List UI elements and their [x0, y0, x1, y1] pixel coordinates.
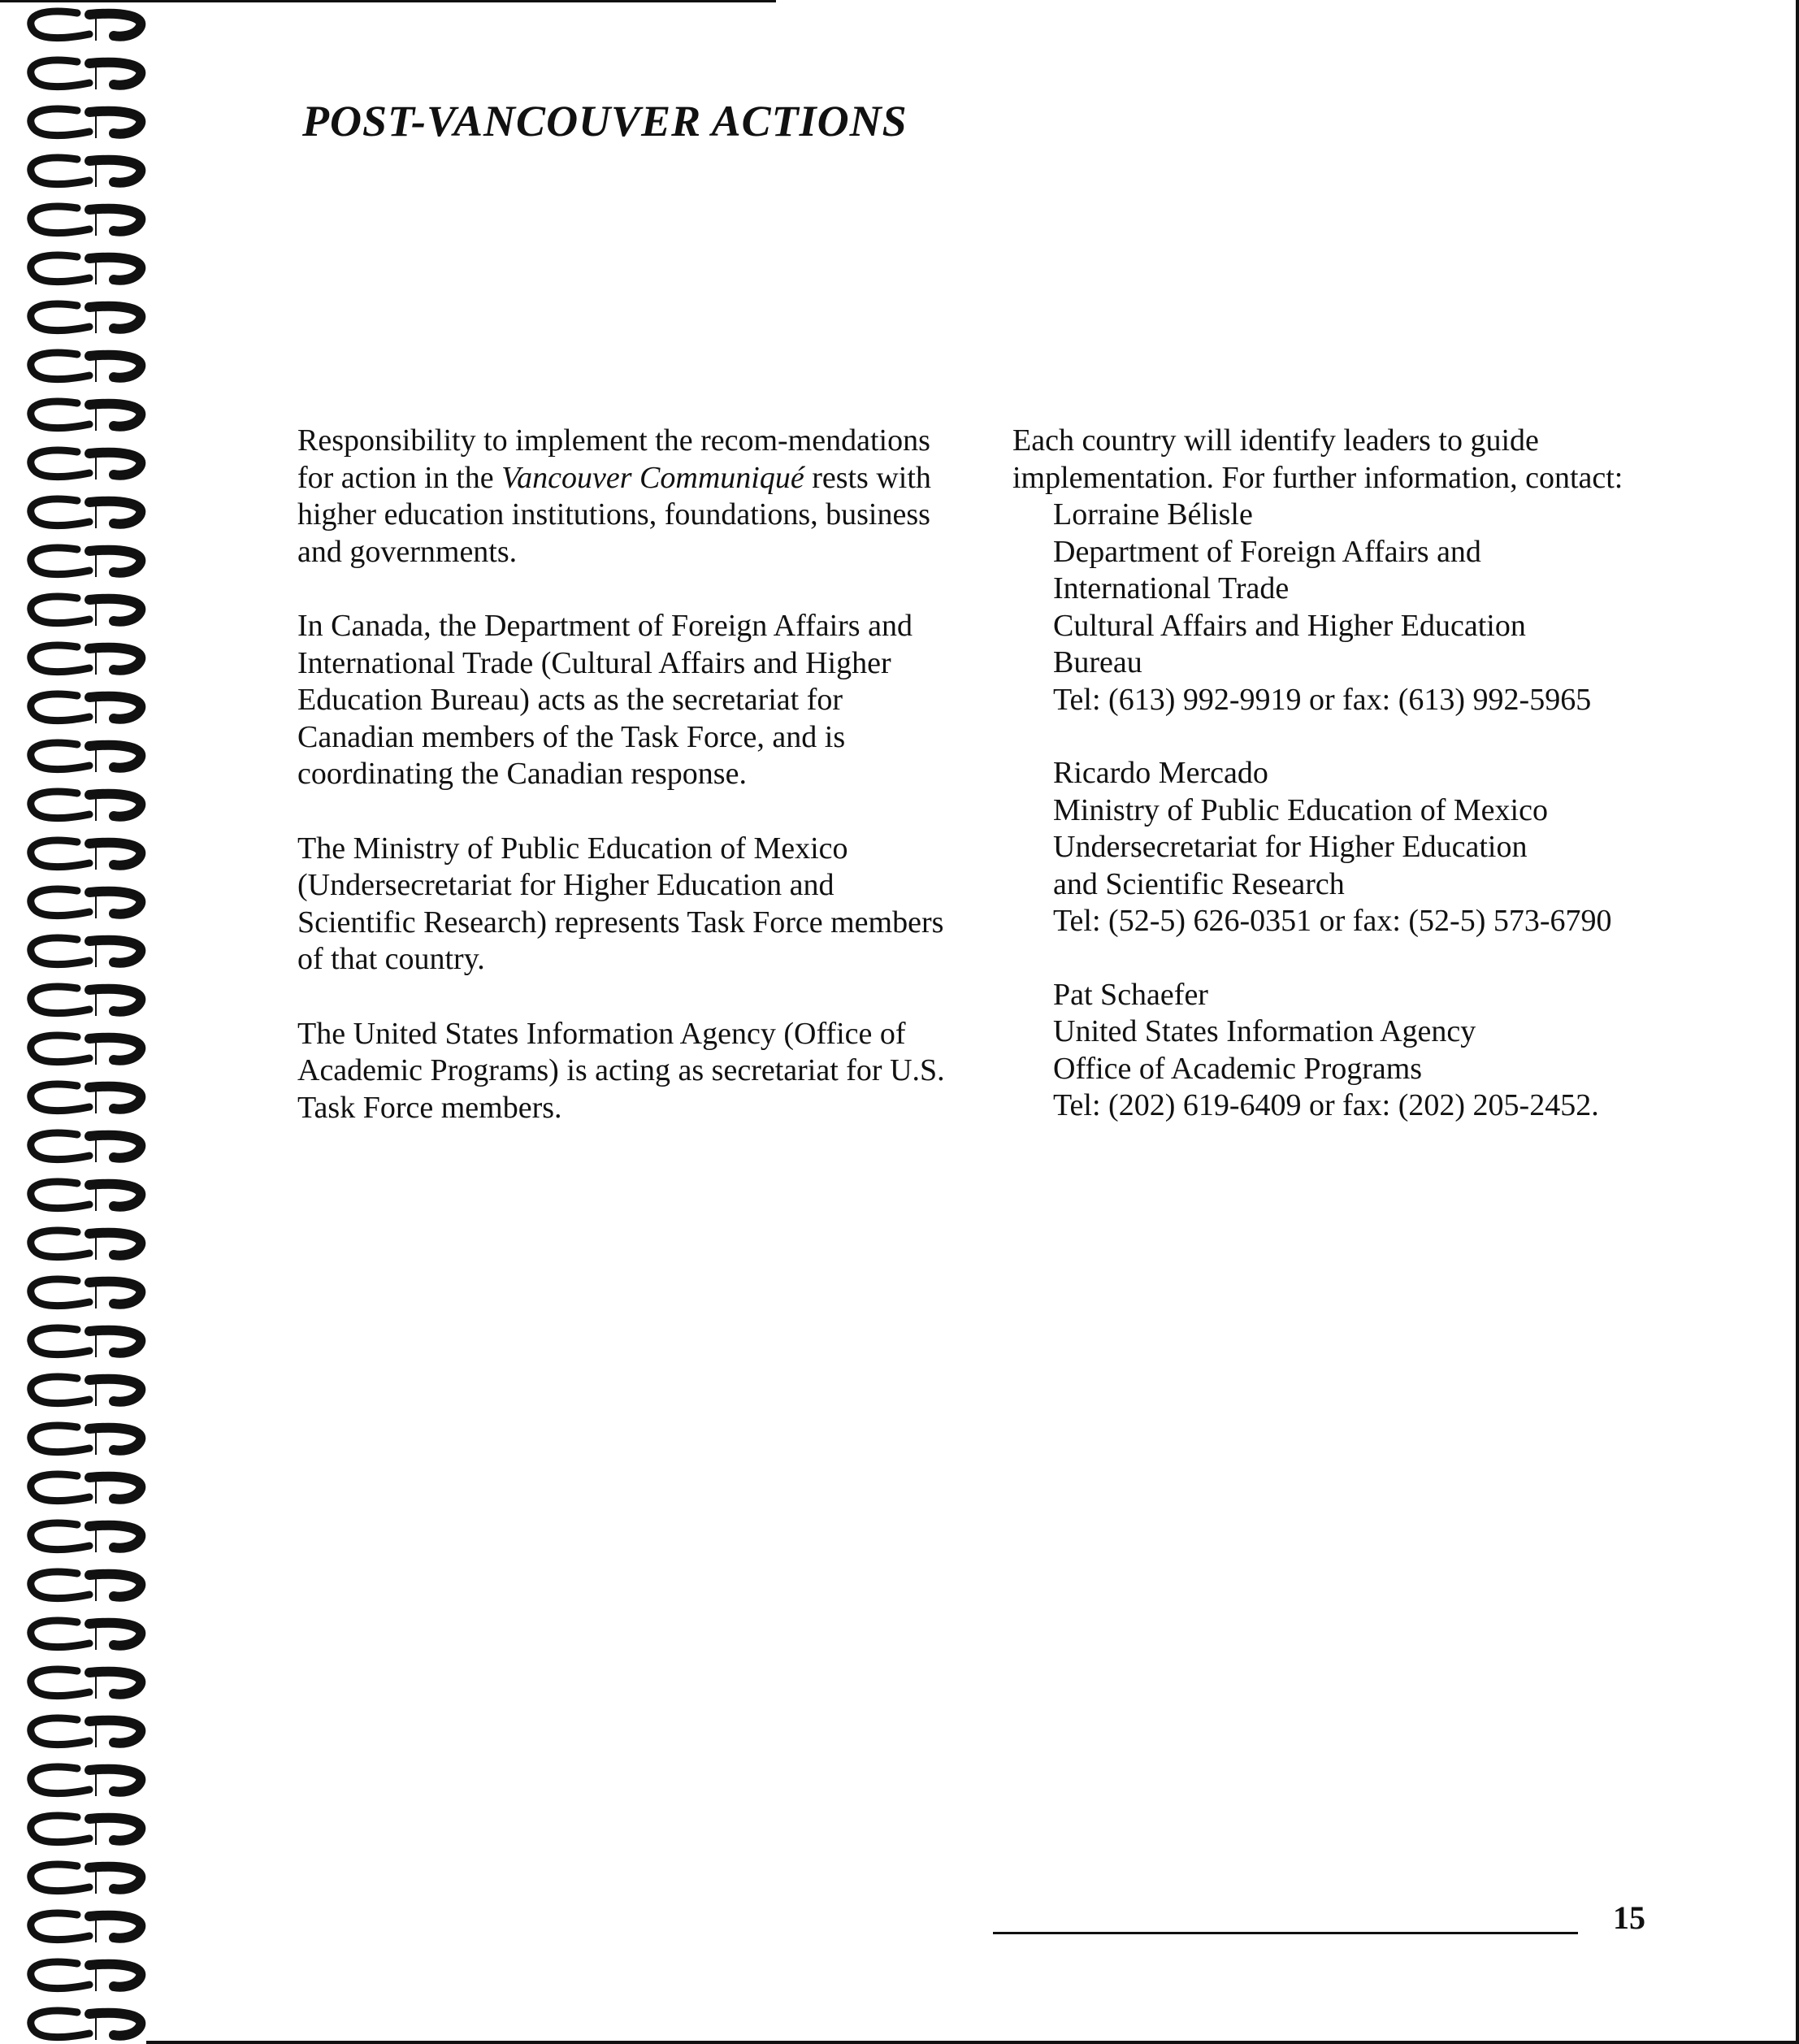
spiral-coil	[31, 1864, 141, 1894]
contact-intro: Each country will identify leaders to guide implementation. For further information, contact:	[1012, 423, 1623, 495]
spiral-coil	[31, 1523, 141, 1552]
spiral-coil	[31, 1718, 141, 1747]
paragraph-canada: In Canada, the Department of Foreign Affairs and International Trade (Cultural Affairs and Higher Education Bureau) acts as the secretariat for Canadian members of the Task Force, and is coordinating the Canadian response.	[297, 609, 913, 791]
contact-phone: Tel: (202) 619-6409 or fax: (202) 205-2452.	[1053, 1088, 1599, 1122]
contact-org: Undersecretariat for Higher Education	[1053, 830, 1528, 864]
bottom-page-edge	[146, 2041, 1799, 2044]
communique-title: Vancouver Communiqué	[501, 460, 804, 495]
contact-phone: Tel: (613) 992-9919 or fax: (613) 992-5965	[1053, 682, 1592, 717]
paragraph-mexico: The Ministry of Public Education of Mexico (Undersecretariat for Higher Education and Scientific Research) represents Task Force members of that country.	[297, 831, 944, 976]
spiral-coil	[31, 255, 141, 284]
spiral-coil	[31, 645, 141, 675]
contact-org: Office of Academic Programs	[1053, 1051, 1423, 1086]
spiral-coil	[31, 11, 141, 41]
spiral-coil	[31, 743, 141, 772]
spiral-coil	[31, 206, 141, 236]
paragraph-united-states: The United States Information Agency (Office of Academic Programs) is acting as secretariat for U.S. Task Force members.	[297, 1016, 945, 1125]
right-column	[1012, 423, 1687, 1161]
contact-org: Department of Foreign Affairs and	[1053, 534, 1481, 569]
contact-united-states	[1053, 977, 1687, 1125]
spiral-coil	[31, 694, 141, 723]
contact-org: Bureau	[1053, 645, 1142, 679]
spiral-coil	[31, 401, 141, 431]
spiral-coil	[31, 353, 141, 382]
spiral-coil	[31, 597, 141, 626]
spiral-coil	[31, 1669, 141, 1699]
spiral-coil	[31, 1474, 141, 1504]
contact-name: Ricardo Mercado	[1053, 756, 1268, 790]
contact-canada	[1053, 497, 1687, 718]
contact-org: and Scientific Research	[1053, 866, 1345, 901]
spiral-coil	[31, 1426, 141, 1455]
spiral-coil	[31, 304, 141, 333]
contact-mexico	[1053, 755, 1687, 940]
spiral-coil	[31, 1913, 141, 1942]
page-title: POST-VANCOUVER ACTIONS	[302, 97, 908, 145]
spiral-coil	[31, 1279, 141, 1308]
right-page-edge	[1796, 0, 1799, 2044]
spiral-coil	[31, 1377, 141, 1406]
contact-org: Cultural Affairs and Higher Education	[1053, 608, 1526, 643]
spiral-coil	[31, 158, 141, 187]
contact-phone: Tel: (52-5) 626-0351 or fax: (52-5) 573-6790	[1053, 904, 1612, 938]
spiral-coil	[31, 1182, 141, 1211]
spiral-coil	[31, 1767, 141, 1796]
spiral-coil	[31, 1328, 141, 1357]
spiral-coil	[31, 1572, 141, 1601]
spiral-coil	[31, 987, 141, 1016]
contact-org: International Trade	[1053, 571, 1290, 605]
spiral-coil	[31, 792, 141, 821]
spiral-coil	[31, 2011, 141, 2040]
spiral-coil	[31, 840, 141, 870]
spiral-coil	[31, 548, 141, 577]
spiral-coil	[31, 1962, 141, 1991]
spiral-coil	[31, 1084, 141, 1113]
spiral-coil	[31, 1133, 141, 1162]
left-column	[297, 423, 947, 1164]
spiral-coil	[31, 1230, 141, 1260]
paragraph-text: rests with higher education institutions, foundations, business and governments.	[297, 460, 931, 569]
spiral-coil	[31, 1621, 141, 1650]
paragraph-text: Responsibility to implement the recom-mendations for action in the	[297, 423, 930, 495]
footer-rule	[993, 1932, 1578, 1934]
paragraph-responsibility	[297, 423, 947, 571]
spiral-coil	[31, 1035, 141, 1065]
contact-org: United States Information Agency	[1053, 1014, 1476, 1048]
spiral-coil	[31, 450, 141, 480]
spiral-coil	[31, 60, 141, 89]
spiral-binding-icon	[0, 0, 163, 2044]
spiral-coil	[31, 889, 141, 918]
spiral-coil	[31, 109, 141, 138]
contact-org: Ministry of Public Education of Mexico	[1053, 792, 1548, 827]
spiral-coil	[31, 1816, 141, 1845]
page-number: 15	[1613, 1899, 1645, 1936]
spiral-coil	[31, 499, 141, 528]
spiral-coil	[31, 938, 141, 967]
contact-name: Pat Schaefer	[1053, 977, 1208, 1012]
contact-name: Lorraine Bélisle	[1053, 497, 1253, 532]
